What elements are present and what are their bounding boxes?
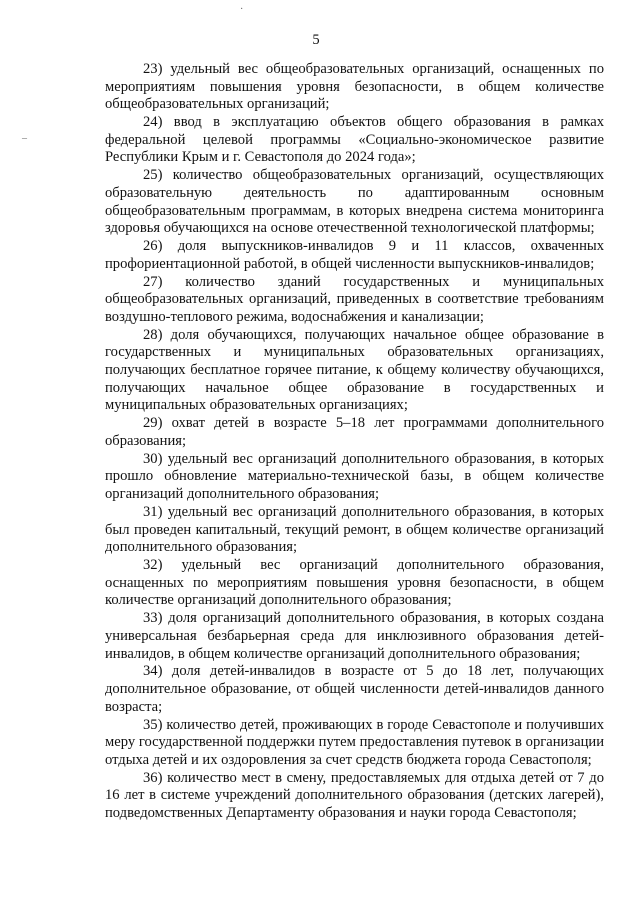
list-item: 26) доля выпускников-инвалидов 9 и 11 классов, охваченных профориентационной работой, в общей численности выпускников-инвалидов; — [105, 238, 604, 272]
scan-speck: · — [240, 4, 244, 15]
page-number: 5 — [312, 32, 320, 48]
list-item: 35) количество детей, проживающих в городе Севастополе и получивших меру государственной поддержки путем предоставления путевок в организации отдыха детей и их оздоровления за счет средств бюджета города Севастополя; — [105, 716, 604, 768]
list-item: 28) доля обучающихся, получающих начальное общее образование в государственных и муниципальных образовательных организациях, получающих бесплатное горячее питание, к общему количеству обучающихся, получающих начальное общее образование в государственных и муниципальных образовательных организациях; — [105, 326, 604, 414]
list-item: 30) удельный вес организаций дополнительного образования, в которых прошло обновление материально-технической базы, в общем количестве организаций дополнительного образования; — [105, 450, 604, 502]
list-item: 31) удельный вес организаций дополнительного образования, в которых был проведен капитальный, текущий ремонт, в общем количестве организаций дополнительного образования; — [105, 503, 604, 556]
list-item: 32) удельный вес организаций дополнительного образования, оснащенных по мероприятиям повышения уровня безопасности, в общем количестве организаций дополнительного образования; — [105, 557, 604, 609]
list-item: 34) доля детей-инвалидов в возрасте от 5 до 18 лет, получающих дополнительное образование, от общей численности детей-инвалидов данного возраста; — [105, 663, 604, 715]
list-item: 29) охват детей в возрасте 5–18 лет программами дополнительного образования; — [105, 415, 604, 449]
list-item: 25) количество общеобразовательных организаций, осуществляющих образовательную деятельность по адаптированным основным общеобразовательным программам, в которых внедрена система мониторинга здоровья обучающихся на основе отечественной технологической платформы; — [105, 167, 604, 237]
list-item: 27) количество зданий государственных и муниципальных общеобразовательных организаций, приведенных в соответствие требованиям воздушно-теплового режима, водоснабжения и канализации; — [105, 273, 604, 325]
list-item: 33) доля организаций дополнительного образования, в которых создана универсальная безбарьерная среда для инклюзивного образования детей-инвалидов, в общем количестве организаций дополнительного образования; — [105, 610, 604, 662]
list-item: 23) удельный вес общеобразовательных организаций, оснащенных по мероприятиям повышения уровня безопасности, в общем количестве общеобразовательных организаций; — [105, 61, 604, 113]
list-item: 36) количество мест в смену, предоставляемых для отдыха детей от 7 до 16 лет в системе учреждений дополнительного образования (детских лагерей), подведомственных Департаменту образования и науки города Севастополя; — [105, 769, 604, 822]
list-item: 24) ввод в эксплуатацию объектов общего образования в рамках федеральной целевой программы «Социально-экономическое развитие Республики Крым и г. Севастополя до 2024 года»; — [105, 114, 604, 166]
scan-mark: – — [22, 133, 27, 144]
document-body — [105, 61, 604, 823]
